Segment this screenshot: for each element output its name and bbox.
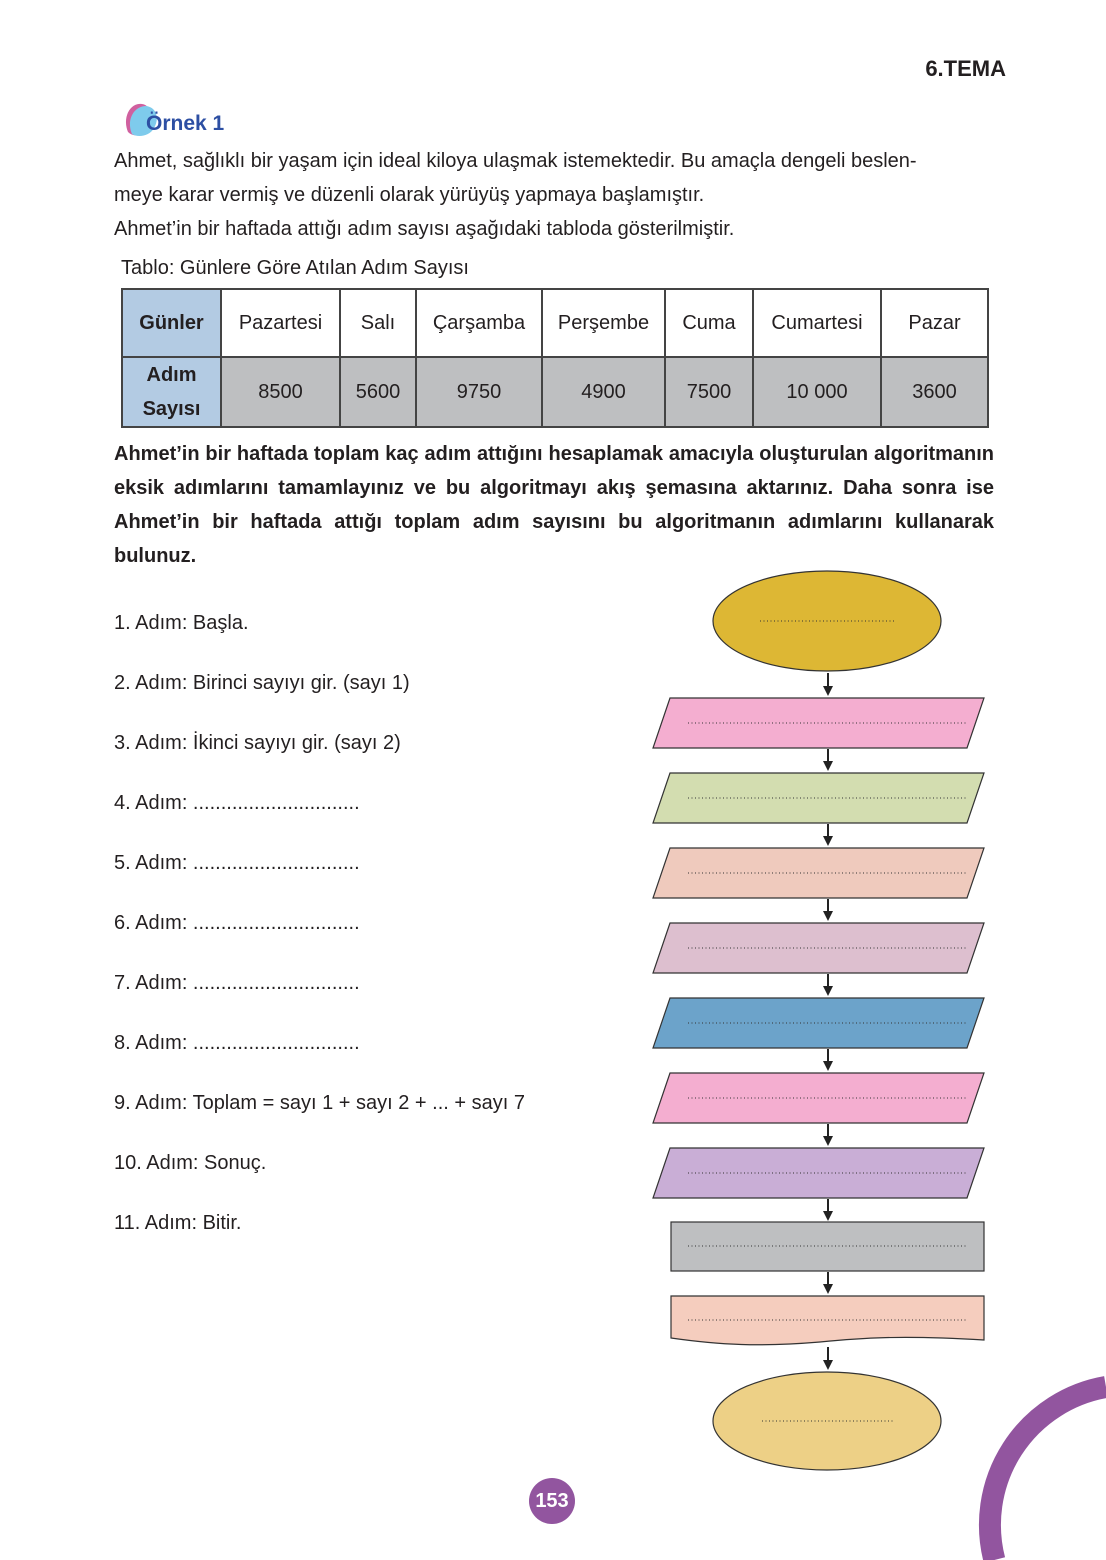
algorithm-step: 1. Adım: Başla. [114,612,249,634]
intro-line: Ahmet, sağlıklı bir yaşam için ideal kiloya ulaşmak istemektedir. Bu amaçla dengeli beslen- [114,150,917,172]
algorithm-step: 6. Adım: .............................. [114,912,360,934]
algorithm-step: 2. Adım: Birinci sayıyı gir. (sayı 1) [114,672,410,694]
example-title: Örnek 1 [146,112,225,135]
algorithm-step: 8. Adım: .............................. [114,1032,360,1054]
arrow-head-icon [823,911,833,921]
day-cell: Salı [340,289,416,357]
day-cell: Pazartesi [221,289,340,357]
arrow-head-icon [823,1061,833,1071]
steps-cell: 7500 [665,357,753,427]
intro-line: meye karar vermiş ve düzenli olarak yürüyüş yapmaya başlamıştır. [114,184,705,206]
arrow-head-icon [823,986,833,996]
theme-label: 6.TEMA [925,56,1006,81]
steps-cell: 10 000 [753,357,881,427]
question-text: Ahmet’in bir haftada toplam kaç adım attığını hesaplamak amacıyla oluşturulan algoritmanın eksik adımlarını tamamlayınız ve bu algoritmayı akış şemasına aktarınız. Daha sonra ise Ahmet’in bir haftada attığı toplam adım sayısını bu algoritmanın adımlarını kullanarak bulunuz. [114,443,994,567]
arrow-head-icon [823,1284,833,1294]
steps-cell: 9750 [416,357,542,427]
day-cell: Çarşamba [416,289,542,357]
arrow-head-icon [823,1360,833,1370]
end-terminal [713,1372,941,1470]
algorithm-step: 5. Adım: .............................. [114,852,360,874]
arrow-head-icon [823,686,833,696]
steps-cell: 4900 [542,357,665,427]
steps-cell: 3600 [881,357,988,427]
page-number: 153 [529,1478,575,1524]
algorithm-step: 3. Adım: İkinci sayıyı gir. (sayı 2) [114,732,401,754]
algorithm-step: 4. Adım: .............................. [114,792,360,814]
algorithm-step: 9. Adım: Toplam = sayı 1 + sayı 2 + ... + sayı 7 [114,1092,525,1114]
row-header: Adım Sayısı [122,357,221,427]
algorithm-step: 7. Adım: .............................. [114,972,360,994]
intro-line: Ahmet’in bir haftada attığı adım sayısı aşağıdaki tabloda gösterilmiştir. [114,218,735,240]
row-header: Günler [122,289,221,357]
day-cell: Pazar [881,289,988,357]
arrow-head-icon [823,761,833,771]
day-cell: Cumartesi [753,289,881,357]
algorithm-step: 10. Adım: Sonuç. [114,1152,267,1174]
day-cell: Perşembe [542,289,665,357]
algorithm-step: 11. Adım: Bitir. [114,1212,242,1234]
arrow-head-icon [823,1211,833,1221]
day-cell: Cuma [665,289,753,357]
table-caption: Tablo: Günlere Göre Atılan Adım Sayısı [121,257,469,279]
steps-cell: 8500 [221,357,340,427]
steps-cell: 5600 [340,357,416,427]
arrow-head-icon [823,1136,833,1146]
arrow-head-icon [823,836,833,846]
